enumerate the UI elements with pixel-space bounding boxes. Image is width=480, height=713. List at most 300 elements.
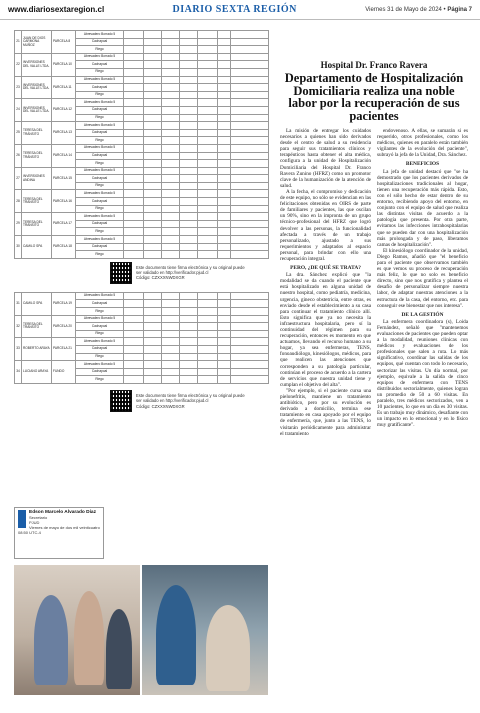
article-paragraph: "Por ejemplo, si el paciente cursa una pielonefritis, mantiene un tratamiento antibiótico, pero por su evolución es derivado a domicilio, termina ese tratamiento en casa apoyado por el equipo de enfermería, que, junto a las TENS, lo visitarán periódicamente para administrar el tratamiento bbox=[280, 387, 371, 437]
cell-value bbox=[231, 236, 269, 244]
cell-value bbox=[231, 315, 269, 323]
cell-value bbox=[144, 315, 162, 323]
cell-value bbox=[144, 144, 162, 152]
cell-value bbox=[124, 137, 144, 145]
cell-value bbox=[162, 308, 180, 316]
cell-source: Cachapoal bbox=[76, 220, 124, 228]
cell-value bbox=[162, 129, 180, 137]
cell-value bbox=[180, 243, 198, 251]
cell-par: PARCELA 14 bbox=[52, 144, 76, 167]
cell-par: FUNDO bbox=[52, 361, 76, 384]
cell-value bbox=[162, 68, 180, 76]
cell-value bbox=[124, 91, 144, 99]
cell-value bbox=[231, 84, 269, 92]
cell-value bbox=[162, 228, 180, 236]
cell-value bbox=[198, 122, 218, 130]
cell-par: PARCELA 12 bbox=[52, 99, 76, 122]
cell-value bbox=[198, 308, 218, 316]
cell-source: Riego bbox=[76, 330, 124, 338]
cell-source: Abrevadero Borrado 5 bbox=[76, 292, 124, 300]
cell-value bbox=[180, 190, 198, 198]
cell-value bbox=[180, 361, 198, 369]
cell-value bbox=[180, 251, 198, 259]
cell-value bbox=[162, 84, 180, 92]
cell-value bbox=[180, 38, 198, 46]
cell-value bbox=[124, 292, 144, 300]
cell-value bbox=[198, 38, 218, 46]
cell-n: 34 bbox=[15, 361, 22, 384]
cell-value bbox=[180, 114, 198, 122]
cell-value bbox=[180, 300, 198, 308]
cell-value bbox=[144, 106, 162, 114]
cell-source: Abrevadero Borrado 5 bbox=[76, 361, 124, 369]
cell-value bbox=[198, 323, 218, 331]
cell-value bbox=[231, 99, 269, 107]
cell-value bbox=[198, 152, 218, 160]
cell-ent: INVERSIONES DEL VALLE LTDA. bbox=[22, 53, 52, 76]
cell-value bbox=[162, 167, 180, 175]
cell-value bbox=[218, 190, 231, 198]
cell-value bbox=[162, 61, 180, 69]
cell-value bbox=[124, 323, 144, 331]
cell-source: Riego bbox=[76, 182, 124, 190]
cell-value bbox=[144, 61, 162, 69]
cell-value bbox=[162, 144, 180, 152]
cell-value bbox=[162, 99, 180, 107]
cell-n: 24 bbox=[15, 99, 22, 122]
article-column-1 bbox=[280, 128, 371, 437]
cell-value bbox=[144, 228, 162, 236]
cell-value bbox=[162, 361, 180, 369]
article-subheading: BENEFICIOS bbox=[405, 161, 440, 168]
signer-org: PJUD bbox=[29, 520, 40, 525]
cell-source: Abrevadero Borrado 5 bbox=[76, 190, 124, 198]
cell-value bbox=[198, 315, 218, 323]
photo-home-care bbox=[14, 565, 140, 695]
cell-value bbox=[124, 152, 144, 160]
cell-value bbox=[231, 345, 269, 353]
cell-source: Cachapoal bbox=[76, 152, 124, 160]
cell-value bbox=[198, 106, 218, 114]
cell-value bbox=[124, 61, 144, 69]
cell-value bbox=[231, 114, 269, 122]
article-paragraph: La enfermera coordinadora (s), Loida Fernández, señaló que "mantenemos evaluaciones de pacientes que pueden optar a la modalidad, reuniones clínicas con médicos y evaluaciones de los profesionales que salen a ruta. Lo más significativo, coordinar las salidas de los equipos, qué cuentan con todo lo necesario, sectorizar las visitas. Un día normal, por ejemplo, equivale a la salida de cinco equipos de enfermera con TENS distribuidos sectorialmente, quienes logran un promedio de 50 a 60 visitas. En paralelo, tres médicos sectorizados, ven a 10 pacientes, lo que en un día es 30 visitas. Es un trabajo muy dinámico, desafiante con un impacto en lo emocional y en lo físico muy gratificante". bbox=[377, 318, 468, 429]
cell-value bbox=[231, 167, 269, 175]
cell-value bbox=[180, 106, 198, 114]
qr-code-icon[interactable] bbox=[110, 262, 132, 284]
cell-source: Abrevadero Borrado 5 bbox=[76, 213, 124, 221]
cell-value bbox=[124, 129, 144, 137]
cell-value bbox=[162, 198, 180, 206]
cell-value bbox=[180, 353, 198, 361]
cell-value bbox=[162, 292, 180, 300]
cell-par: PARCELA 18 bbox=[52, 236, 76, 259]
cell-ent: LUCIANO ARAYA bbox=[22, 361, 52, 384]
cell-value bbox=[198, 376, 218, 384]
article-paragraph: La jefa de unidad destacó que "se ha demostrado que los pacientes derivados de hospitalizaciones tradicionales al hogar, tienen una recuperación más rápida. Esto, con el sólo hecho de estar dentro de su entorno, recibiendo apoyo del entorno, en conjunto con el equipo de salud que realiza las distintas visitas de acuerdo a la patología que presenta. Por otra parte, evitamos las infecciones intrahospitalarias que se pueden dar con una hospitalización más prolongada y de paso, liberamos camas de hospitalización". bbox=[377, 168, 468, 248]
cell-value bbox=[144, 84, 162, 92]
cell-ent: JUAN DE DIOS CARMONA MUÑOZ bbox=[22, 31, 52, 54]
table-row bbox=[15, 236, 269, 244]
cell-value bbox=[144, 300, 162, 308]
cell-value bbox=[124, 46, 144, 54]
cell-value bbox=[162, 300, 180, 308]
cell-value bbox=[144, 46, 162, 54]
cell-value bbox=[144, 323, 162, 331]
cell-value bbox=[231, 144, 269, 152]
cell-value bbox=[124, 213, 144, 221]
cell-value bbox=[144, 129, 162, 137]
cell-source: Abrevadero Borrado 5 bbox=[76, 31, 124, 39]
cell-value bbox=[231, 338, 269, 346]
cell-par: PARCELA 21 bbox=[52, 338, 76, 361]
cell-value bbox=[218, 353, 231, 361]
cell-source: Riego bbox=[76, 353, 124, 361]
dateline: Viernes 31 de Mayo de 2024 • Página 7 bbox=[365, 6, 472, 13]
cell-value bbox=[231, 251, 269, 259]
cell-value bbox=[180, 152, 198, 160]
pjud-logo-icon bbox=[18, 510, 26, 528]
cell-source: Cachapoal bbox=[76, 61, 124, 69]
cell-value bbox=[218, 152, 231, 160]
table-row bbox=[15, 99, 269, 107]
cell-value bbox=[198, 76, 218, 84]
cell-value bbox=[180, 345, 198, 353]
cell-source: Riego bbox=[76, 160, 124, 168]
sign-date: Viernes de mayo de dos mil veinticuatro bbox=[29, 525, 100, 530]
cell-value bbox=[144, 167, 162, 175]
cell-source: Cachapoal bbox=[76, 38, 124, 46]
cell-source: Abrevadero Borrado 5 bbox=[76, 99, 124, 107]
cell-value bbox=[180, 315, 198, 323]
cell-value bbox=[231, 137, 269, 145]
cell-value bbox=[144, 220, 162, 228]
cell-source: Abrevadero Borrado 5 bbox=[76, 53, 124, 61]
cell-value bbox=[218, 205, 231, 213]
article-headline: Departamento de Hospitalización Domiciliaria realiza una noble labor por la recuperación de sus pacientes bbox=[284, 71, 464, 123]
cell-value bbox=[198, 353, 218, 361]
cell-source: Cachapoal bbox=[76, 106, 124, 114]
cell-value bbox=[231, 31, 269, 39]
cell-value bbox=[231, 61, 269, 69]
cell-ent: ROBERTO ARAYA bbox=[22, 338, 52, 361]
cell-value bbox=[231, 106, 269, 114]
cell-value bbox=[198, 345, 218, 353]
table-row bbox=[15, 213, 269, 221]
cell-value bbox=[218, 220, 231, 228]
cell-value bbox=[198, 114, 218, 122]
cell-value bbox=[144, 31, 162, 39]
cell-source: Riego bbox=[76, 205, 124, 213]
cell-value bbox=[162, 38, 180, 46]
cell-value bbox=[144, 182, 162, 190]
cell-value bbox=[162, 122, 180, 130]
cell-par: PARCELA 11 bbox=[52, 76, 76, 99]
cell-value bbox=[180, 182, 198, 190]
cell-source: Riego bbox=[76, 137, 124, 145]
article-subheading: PERO, ¿DE QUÉ SE TRATA? bbox=[290, 265, 361, 272]
cell-value bbox=[180, 228, 198, 236]
cell-value bbox=[218, 84, 231, 92]
cell-ent: CAMILO SPA bbox=[22, 236, 52, 259]
cell-source: Riego bbox=[76, 46, 124, 54]
cell-value bbox=[180, 76, 198, 84]
cell-value bbox=[124, 76, 144, 84]
cell-n: 29 bbox=[15, 213, 22, 236]
table-row bbox=[15, 190, 269, 198]
cell-value bbox=[231, 220, 269, 228]
cell-source: Abrevadero Borrado 5 bbox=[76, 144, 124, 152]
cell-value bbox=[124, 167, 144, 175]
cell-source: Riego bbox=[76, 68, 124, 76]
cell-value bbox=[218, 251, 231, 259]
cell-value bbox=[124, 190, 144, 198]
cell-value bbox=[180, 308, 198, 316]
cell-n: 25 bbox=[15, 122, 22, 145]
cell-value bbox=[124, 122, 144, 130]
signer-role: Secretario bbox=[29, 515, 48, 520]
cell-value bbox=[124, 236, 144, 244]
cell-value bbox=[218, 106, 231, 114]
cell-value bbox=[144, 137, 162, 145]
cell-value bbox=[162, 182, 180, 190]
cell-value bbox=[124, 220, 144, 228]
cell-source: Cachapoal bbox=[76, 368, 124, 376]
cell-value bbox=[144, 114, 162, 122]
cell-value bbox=[144, 68, 162, 76]
cell-value bbox=[198, 330, 218, 338]
cell-value bbox=[218, 323, 231, 331]
cell-value bbox=[162, 137, 180, 145]
cell-source: Abrevadero Borrado 5 bbox=[76, 338, 124, 346]
cell-par: PARCELA 13 bbox=[52, 122, 76, 145]
cell-value bbox=[218, 167, 231, 175]
cell-value bbox=[218, 243, 231, 251]
cell-value bbox=[180, 376, 198, 384]
cell-source: Cachapoal bbox=[76, 300, 124, 308]
cell-value bbox=[231, 152, 269, 160]
cell-value bbox=[218, 300, 231, 308]
cell-value bbox=[198, 61, 218, 69]
cell-value bbox=[231, 190, 269, 198]
cell-value bbox=[124, 114, 144, 122]
cell-value bbox=[180, 220, 198, 228]
cell-n: 22 bbox=[15, 53, 22, 76]
cell-value bbox=[162, 213, 180, 221]
cell-value bbox=[162, 220, 180, 228]
cell-n: 30 bbox=[15, 236, 22, 259]
cell-value bbox=[124, 182, 144, 190]
cell-value bbox=[198, 236, 218, 244]
cell-value bbox=[144, 345, 162, 353]
cell-value bbox=[180, 144, 198, 152]
cell-value bbox=[231, 46, 269, 54]
cell-value bbox=[231, 198, 269, 206]
cell-value bbox=[180, 198, 198, 206]
cell-source: Abrevadero Borrado 5 bbox=[76, 236, 124, 244]
cell-value bbox=[124, 361, 144, 369]
e-signature-stamp-2 bbox=[110, 390, 268, 412]
cell-value bbox=[162, 152, 180, 160]
cell-value bbox=[124, 144, 144, 152]
cell-value bbox=[218, 68, 231, 76]
cell-value bbox=[180, 292, 198, 300]
cell-value bbox=[218, 330, 231, 338]
cell-value bbox=[218, 160, 231, 168]
article-paragraph: La misión de entregar los cuidados necesarios a quienes han sido derivados desde el centro de salud a su residencia para seguir sus tratamientos clínicos y terapéuticos hasta obtener el alta médica, configura a la unidad de Hospitalización Domiciliaria del Hospital Dr. Franco Ravera Zunino (HFRZ) como un promotor clave de la humanización de la atención de salud. bbox=[280, 128, 371, 189]
cell-value bbox=[180, 330, 198, 338]
cell-value bbox=[198, 243, 218, 251]
cell-value bbox=[162, 114, 180, 122]
cell-value bbox=[124, 38, 144, 46]
site-url[interactable]: www.diariosextaregion.cl bbox=[8, 5, 105, 14]
cell-value bbox=[144, 99, 162, 107]
cell-value bbox=[144, 292, 162, 300]
cell-value bbox=[198, 160, 218, 168]
cell-value bbox=[162, 368, 180, 376]
cell-value bbox=[198, 300, 218, 308]
cell-value bbox=[218, 308, 231, 316]
cell-value bbox=[198, 68, 218, 76]
article-paragraph: El kinesiólogo coordinador de la unidad, Diego Ramos, añadió que "el beneficio para el paciente que observamos también es que vemos su proceso de recuperación más feliz, lo que no solo es beneficio directo, sino que nos gratifica y plantea el desafío de personalizar siempre nuestra labor, de adaptar nuestras atenciones a la estructura de la casa, del entorno, etc. para conseguir ese bienestar que nos interesa". bbox=[377, 247, 468, 309]
cell-value bbox=[198, 129, 218, 137]
cell-par: PARCELA 19 bbox=[52, 292, 76, 315]
cell-value bbox=[231, 205, 269, 213]
cell-value bbox=[162, 345, 180, 353]
cell-value bbox=[198, 251, 218, 259]
cell-ent: INVERSIONES ANDINA bbox=[22, 167, 52, 190]
water-rights-table bbox=[14, 30, 269, 259]
cell-value bbox=[144, 53, 162, 61]
cell-value bbox=[198, 213, 218, 221]
cell-source: Riego bbox=[76, 251, 124, 259]
cell-source: Riego bbox=[76, 228, 124, 236]
cell-value bbox=[162, 353, 180, 361]
cell-value bbox=[162, 76, 180, 84]
cell-value bbox=[198, 361, 218, 369]
cell-value bbox=[198, 144, 218, 152]
cell-value bbox=[231, 213, 269, 221]
stamp-text: Este documento tiene firma electrónica y su original puede ser validado en http://verificador.pjud.cl bbox=[136, 393, 245, 404]
cell-value bbox=[144, 122, 162, 130]
cell-value bbox=[144, 361, 162, 369]
cell-value bbox=[162, 31, 180, 39]
cell-value bbox=[144, 175, 162, 183]
cell-value bbox=[144, 91, 162, 99]
article-kicker: Hospital Dr. Franco Ravera bbox=[320, 60, 428, 70]
cell-value bbox=[198, 84, 218, 92]
cell-value bbox=[124, 228, 144, 236]
cell-value bbox=[231, 175, 269, 183]
table-row bbox=[15, 361, 269, 369]
cell-value bbox=[144, 251, 162, 259]
cell-value bbox=[218, 53, 231, 61]
article-column-2 bbox=[377, 128, 468, 437]
cell-value bbox=[198, 31, 218, 39]
cell-value bbox=[218, 144, 231, 152]
cell-value bbox=[198, 220, 218, 228]
cell-value bbox=[124, 175, 144, 183]
table-row bbox=[15, 144, 269, 152]
table-row bbox=[15, 338, 269, 346]
cell-value bbox=[124, 300, 144, 308]
cell-value bbox=[144, 205, 162, 213]
cell-value bbox=[124, 243, 144, 251]
cell-ent: CAMILO SPA bbox=[22, 292, 52, 315]
cell-par: PARCELA 16 bbox=[52, 190, 76, 213]
cell-par: PARCELA 10 bbox=[52, 53, 76, 76]
cell-value bbox=[231, 308, 269, 316]
cell-value bbox=[231, 38, 269, 46]
cell-ent: INVERSIONES DEL VALLE LTDA. bbox=[22, 76, 52, 99]
cell-value bbox=[231, 76, 269, 84]
cell-value bbox=[144, 152, 162, 160]
cell-value bbox=[162, 106, 180, 114]
cell-value bbox=[198, 182, 218, 190]
cell-value bbox=[180, 167, 198, 175]
cell-value bbox=[218, 198, 231, 206]
table-row bbox=[15, 315, 269, 323]
cell-value bbox=[144, 190, 162, 198]
cell-value bbox=[231, 368, 269, 376]
article-paragraph: La dra. Sánchez explicó que "la modalidad se da cuando el paciente que está hospitalizado en alguna unidad de nuestro hospital, como pediatría, medicina, urgencia, gineco obstetricia, entre otras, es enviado desde el establecimiento a su casa para continuar el tratamiento clínico allí. Esto significa que ya no necesita la infraestructura hospitalaria, pero sí la continuidad del régimen para su recuperación, entonces es momento en que actuamos, llevando el recurso humano a su hogar, ya sea enfermeras, TENS, fonoaudiólogo, kinesiólogos, médicos, para que realicen las atenciones que corresponden a su patología particular, continúan el proceso de acuerdo a la cartera de servicios que nuestra unidad tiene y cumplan el objetivo del alta". bbox=[280, 272, 371, 388]
cell-ent: TERESA DEL TRÁNSITO bbox=[22, 190, 52, 213]
cell-value bbox=[231, 129, 269, 137]
cell-value bbox=[218, 213, 231, 221]
cell-value bbox=[231, 330, 269, 338]
cell-value bbox=[144, 330, 162, 338]
cell-value bbox=[180, 175, 198, 183]
cell-value bbox=[124, 353, 144, 361]
cell-value bbox=[180, 368, 198, 376]
table-row bbox=[15, 167, 269, 175]
cell-value bbox=[198, 198, 218, 206]
article-photos bbox=[14, 565, 268, 695]
cell-value bbox=[231, 182, 269, 190]
cell-ent: INVERSIONES DEL VALLE LTDA. bbox=[22, 99, 52, 122]
cell-value bbox=[180, 122, 198, 130]
cell-value bbox=[180, 99, 198, 107]
qr-code-icon[interactable] bbox=[110, 390, 132, 412]
cell-value bbox=[144, 198, 162, 206]
cell-value bbox=[162, 251, 180, 259]
cell-value bbox=[124, 315, 144, 323]
table-row bbox=[15, 292, 269, 300]
table-row bbox=[15, 31, 269, 39]
cell-source: Cachapoal bbox=[76, 175, 124, 183]
stamp-code: Código: CZXXXNWDXGR bbox=[136, 275, 185, 281]
cell-value bbox=[124, 106, 144, 114]
cell-value bbox=[231, 353, 269, 361]
cell-par: PARCELA 8 bbox=[52, 31, 76, 54]
cell-value bbox=[124, 68, 144, 76]
cell-value bbox=[218, 376, 231, 384]
cell-value bbox=[218, 114, 231, 122]
cell-value bbox=[162, 53, 180, 61]
table-row bbox=[15, 53, 269, 61]
cell-value bbox=[180, 61, 198, 69]
article-paragraph: endovenoso. A ellas, se sumarán si es requerido, otros profesionales, como los médicos, quienes en paralelo están también vigilantes de la evolución del paciente", subrayó la jefa de la Unidad, Dra. Sánchez. bbox=[377, 128, 468, 159]
cell-value bbox=[198, 99, 218, 107]
cell-value bbox=[231, 68, 269, 76]
cell-value bbox=[162, 190, 180, 198]
cell-value bbox=[218, 137, 231, 145]
cell-value bbox=[144, 338, 162, 346]
cell-value bbox=[124, 251, 144, 259]
cell-value bbox=[124, 338, 144, 346]
cell-value bbox=[198, 228, 218, 236]
cell-value bbox=[162, 338, 180, 346]
